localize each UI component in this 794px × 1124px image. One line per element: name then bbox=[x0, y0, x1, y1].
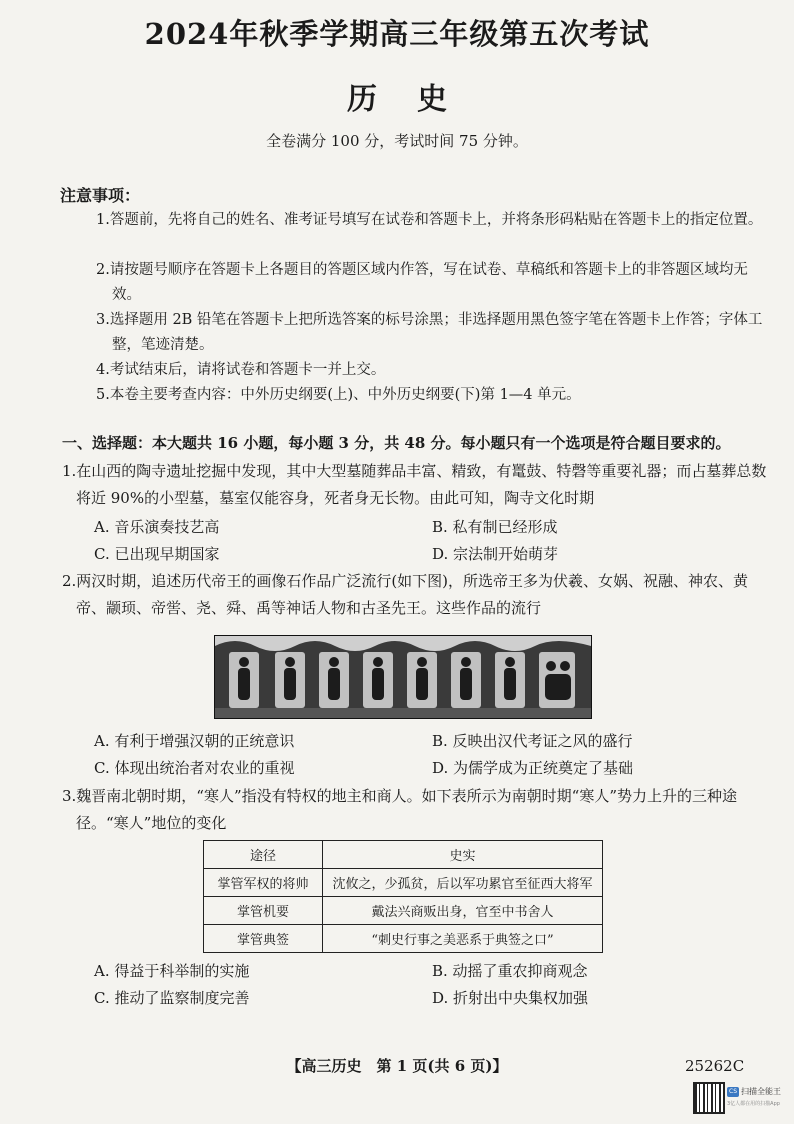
options bbox=[62, 512, 774, 568]
notice-item: 5.本卷主要考查内容：中外历史纲要(上)、中外历史纲要(下)第 1—4 单元。 bbox=[96, 387, 581, 403]
option-d[interactable]: D. 折射出中央集权加强 bbox=[432, 989, 589, 1007]
subject-title: 历史 bbox=[347, 82, 487, 117]
table-header: 途径 bbox=[204, 841, 323, 869]
table-row bbox=[204, 897, 603, 925]
table-row bbox=[204, 869, 603, 897]
table-cell: 掌管典签 bbox=[204, 925, 323, 953]
table-header-row bbox=[204, 841, 603, 869]
notice-item: 4.考试结束后，请将试卷和答题卡一并上交。 bbox=[96, 362, 386, 378]
stone-relief-image bbox=[214, 635, 592, 719]
page-footer: 【高三历史 第 1 页(共 6 页)】 bbox=[286, 1057, 508, 1075]
qr-code-icon bbox=[693, 1082, 725, 1114]
option-b[interactable]: B. 反映出汉代考证之风的盛行 bbox=[432, 732, 633, 750]
option-a[interactable]: A. 有利于增强汉朝的正统意识 bbox=[94, 732, 295, 750]
notice-heading: 注意事项： bbox=[60, 186, 141, 205]
options bbox=[62, 726, 774, 782]
option-d[interactable]: D. 为儒学成为正统奠定了基础 bbox=[432, 759, 634, 777]
table-cell: 掌管军权的将帅 bbox=[204, 869, 323, 897]
question-1 bbox=[62, 458, 774, 568]
exam-title: 2024年秋季学期高三年级第五次考试 bbox=[144, 17, 650, 51]
question-stem: 2.两汉时期，追述历代帝王的画像石作品广泛流行(如下图)，所选帝王多为伏羲、女娲、祝融、神农、黄帝、颛顼、帝喾、尧、舜、禹等神话人物和古圣先王。这些作品的流行 bbox=[62, 572, 749, 617]
option-b[interactable]: B. 私有制已经形成 bbox=[432, 518, 558, 536]
question-3 bbox=[62, 783, 774, 837]
table-cell: “刺史行事之美恶系于典签之口” bbox=[323, 925, 603, 953]
exam-code: 25262C bbox=[685, 1057, 745, 1075]
notice-item: 2.请按题号顺序在答题卡上各题目的答题区域内作答，写在试卷、草稿纸和答题卡上的非答题区域均无效。 bbox=[96, 262, 748, 303]
table-header: 史实 bbox=[323, 841, 603, 869]
scanner-watermark bbox=[727, 1086, 781, 1097]
option-d[interactable]: D. 宗法制开始萌芽 bbox=[432, 545, 559, 563]
option-b[interactable]: B. 动摇了重农抑商观念 bbox=[432, 962, 588, 980]
option-c[interactable]: C. 体现出统治者对农业的重视 bbox=[94, 759, 295, 777]
option-a[interactable]: A. 音乐演奏技艺高 bbox=[94, 518, 220, 536]
option-c[interactable]: C. 已出现早期国家 bbox=[94, 545, 220, 563]
scanner-logo-icon: CS bbox=[729, 1087, 737, 1095]
notice-list bbox=[96, 208, 776, 408]
options bbox=[62, 956, 774, 1012]
section-heading: 一、选择题：本大题共 16 小题，每小题 3 分，共 48 分。每小题只有一个选项是符合题目要求的。 bbox=[62, 434, 731, 452]
table-row bbox=[204, 925, 603, 953]
notice-item: 3.选择题用 2B 铅笔在答题卡上把所选答案的标号涂黑；非选择题用黑色签字笔在答题卡上作答；字体工整，笔迹清楚。 bbox=[96, 312, 763, 353]
question-3-options bbox=[62, 956, 774, 1012]
option-c[interactable]: C. 推动了监察制度完善 bbox=[94, 989, 250, 1007]
exam-meta: 全卷满分 100 分，考试时间 75 分钟。 bbox=[266, 132, 528, 150]
question-stem: 3.魏晋南北朝时期，“寒人”指没有特权的地主和商人。如下表所示为南朝时期“寒人”势力上升的三种途径。“寒人”地位的变化 bbox=[62, 787, 737, 832]
scanner-brand: 扫描全能王 bbox=[741, 1087, 781, 1096]
question-2-options bbox=[62, 726, 774, 782]
notice-item: 1.答题前，先将自己的姓名、准考证号填写在试卷和答题卡上，并将条形码粘贴在答题卡上的指定位置。 bbox=[96, 212, 763, 228]
question-2 bbox=[62, 568, 774, 622]
facts-table bbox=[203, 840, 603, 953]
table-cell: 沈攸之，少孤贫，后以军功累官至征西大将军 bbox=[323, 869, 603, 897]
table-cell: 戴法兴商贩出身，官至中书舍人 bbox=[323, 897, 603, 925]
option-a[interactable]: A. 得益于科举制的实施 bbox=[94, 962, 250, 980]
question-stem: 1.在山西的陶寺遗址挖掘中发现，其中大型墓随葬品丰富、精致，有鼍鼓、特磬等重要礼器；而占墓葬总数将近 90%的小型墓，墓室仅能容身，死者身无长物。由此可知，陶寺文化时期 bbox=[62, 462, 767, 507]
scanner-subtitle: 3亿人都在用的扫描App bbox=[727, 1101, 780, 1107]
table-cell: 掌管机要 bbox=[204, 897, 323, 925]
